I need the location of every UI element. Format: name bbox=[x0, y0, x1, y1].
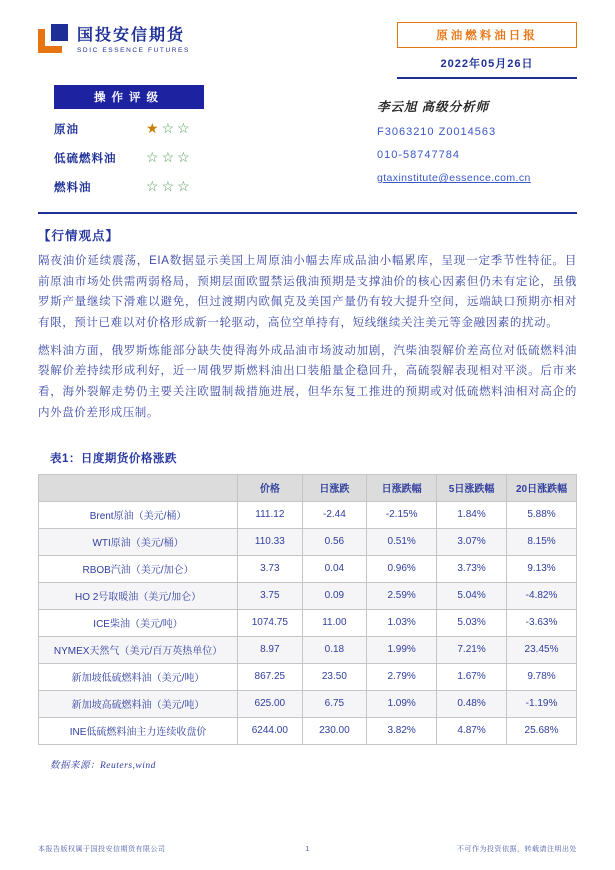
table-row-label: NYMEX天然气（美元/百万英热单位） bbox=[39, 636, 238, 663]
star-hollow-icon: ☆ bbox=[177, 149, 193, 165]
table-cell: 110.33 bbox=[238, 528, 303, 555]
rating-label: 燃料油 bbox=[54, 182, 92, 194]
table-cell: 1.03% bbox=[367, 609, 437, 636]
table-cell: 0.48% bbox=[437, 690, 507, 717]
table-cell: 3.07% bbox=[437, 528, 507, 555]
rating-panel bbox=[38, 85, 258, 196]
table-row bbox=[39, 555, 577, 582]
table-cell: 8.97 bbox=[238, 636, 303, 663]
table-header-cell: 日涨跌幅 bbox=[367, 474, 437, 501]
table-cell: 0.04 bbox=[302, 555, 367, 582]
analyst-panel bbox=[377, 85, 577, 196]
table-cell: 230.00 bbox=[302, 717, 367, 744]
table-cell: 0.09 bbox=[302, 582, 367, 609]
table-cell: 1.99% bbox=[367, 636, 437, 663]
table-row bbox=[39, 636, 577, 663]
page-footer bbox=[38, 844, 577, 854]
header-divider bbox=[38, 212, 577, 214]
table-cell: 3.82% bbox=[367, 717, 437, 744]
table-cell: -3.63% bbox=[507, 609, 577, 636]
company-name-en: SDIC ESSENCE FUTURES bbox=[77, 47, 190, 54]
table-cell: 0.18 bbox=[302, 636, 367, 663]
table-cell: 6244.00 bbox=[238, 717, 303, 744]
table-row bbox=[39, 717, 577, 744]
table-cell: -2.15% bbox=[367, 501, 437, 528]
table-cell: 9.78% bbox=[507, 663, 577, 690]
table-cell: 2.79% bbox=[367, 663, 437, 690]
table-cell: 23.50 bbox=[302, 663, 367, 690]
footer-page-number: 1 bbox=[305, 845, 310, 853]
analyst-phone: 010-58747784 bbox=[377, 149, 460, 161]
company-logo bbox=[38, 22, 190, 54]
price-table-title: 表1：日度期货价格涨跌 bbox=[50, 452, 177, 465]
table-cell: 111.12 bbox=[238, 501, 303, 528]
star-filled-icon: ★ bbox=[146, 120, 162, 136]
table-cell: 1074.75 bbox=[238, 609, 303, 636]
star-hollow-icon: ☆ bbox=[161, 178, 178, 194]
table-header-cell: 日涨跌 bbox=[302, 474, 367, 501]
table-header-row bbox=[39, 474, 577, 501]
table-cell: 0.96% bbox=[367, 555, 437, 582]
footer-disclaimer: 不可作为投资依据，转载请注明出处 bbox=[457, 846, 577, 853]
table-header-cell: 价格 bbox=[238, 474, 303, 501]
table-header-cell: 5日涨跌幅 bbox=[437, 474, 507, 501]
logo-blue-square-icon bbox=[51, 24, 68, 41]
table-cell: 1.84% bbox=[437, 501, 507, 528]
price-table bbox=[38, 474, 577, 745]
table-row-label: Brent原油（美元/桶） bbox=[39, 501, 238, 528]
footer-copyright: 本报告版权属于国投安信期货有限公司 bbox=[38, 846, 166, 853]
table-row-label: HO 2号取暖油（美元/加仑） bbox=[39, 582, 238, 609]
rating-stars bbox=[146, 149, 193, 167]
rating-row bbox=[54, 178, 258, 196]
table-cell: 8.15% bbox=[507, 528, 577, 555]
data-source-note: 数据来源：Reuters,wind bbox=[50, 760, 156, 771]
table-cell: 6.75 bbox=[302, 690, 367, 717]
viewpoint-section-title: 【行情观点】 bbox=[38, 229, 120, 243]
table-row-label: 新加坡低硫燃料油（美元/吨） bbox=[39, 663, 238, 690]
table-row bbox=[39, 690, 577, 717]
table-row bbox=[39, 582, 577, 609]
table-cell: 625.00 bbox=[238, 690, 303, 717]
analyst-name: 李云旭 高级分析师 bbox=[377, 100, 490, 114]
table-cell: 3.75 bbox=[238, 582, 303, 609]
viewpoint-paragraph: 隔夜油价延续震荡，EIA数据显示美国上周原油小幅去库成品油小幅累库，呈现一定季节性特征。目前原油市场处供需两弱格局，预期层面欧盟禁运俄油预期是支撑油价的核心因素但仍未有定论，虽俄罗斯产量继续下滑难以避免，但过渡期内欧佩克及美国产量仍有较大提升空间，远端缺口预期亦相对有限，预计已难以对价格形成新一轮驱动，高位空单持有，短线继续关注美元等金融因素的扰动。 bbox=[38, 255, 577, 330]
analyst-email-link[interactable]: gtaxinstitute@essence.com.cn bbox=[377, 172, 531, 184]
star-hollow-icon: ☆ bbox=[177, 120, 193, 136]
star-hollow-icon: ☆ bbox=[177, 178, 193, 194]
table-cell: 0.51% bbox=[367, 528, 437, 555]
report-title-block bbox=[397, 22, 577, 79]
table-cell: 0.56 bbox=[302, 528, 367, 555]
table-cell: -4.82% bbox=[507, 582, 577, 609]
table-cell: 5.03% bbox=[437, 609, 507, 636]
table-cell: 4.87% bbox=[437, 717, 507, 744]
rating-label: 低硫燃料油 bbox=[54, 153, 117, 165]
star-hollow-icon: ☆ bbox=[161, 120, 178, 136]
report-header bbox=[38, 22, 577, 79]
table-cell: 23.45% bbox=[507, 636, 577, 663]
table-cell: 867.25 bbox=[238, 663, 303, 690]
table-cell: 3.73% bbox=[437, 555, 507, 582]
table-cell: 5.88% bbox=[507, 501, 577, 528]
table-header-cell bbox=[39, 474, 238, 501]
report-date: 2022年05月26日 bbox=[397, 55, 577, 79]
table-row bbox=[39, 663, 577, 690]
table-row bbox=[39, 501, 577, 528]
company-name: 国投安信期货 bbox=[77, 27, 186, 44]
star-hollow-icon: ☆ bbox=[146, 149, 162, 165]
table-cell: 9.13% bbox=[507, 555, 577, 582]
viewpoint-paragraph: 燃料油方面，俄罗斯炼能部分缺失使得海外成品油市场波动加剧，汽柴油裂解价差高位对低硫燃料油裂解价差持续形成利好，近一周俄罗斯燃料油出口装船量企稳回升，高硫裂解表现相对平淡。后市来看，海外裂解走势仍主要关注欧盟制裁措施进展，但华东复工推进的预期或对低硫燃料油相对高企的内外盘价差形成压制。 bbox=[38, 344, 577, 419]
table-row-label: ICE柴油（美元/吨） bbox=[39, 609, 238, 636]
table-row-label: WTI原油（美元/桶） bbox=[39, 528, 238, 555]
rating-row bbox=[54, 120, 258, 138]
table-cell: 1.67% bbox=[437, 663, 507, 690]
rating-stars bbox=[146, 120, 193, 138]
info-row bbox=[38, 85, 577, 196]
company-logo-icon bbox=[38, 22, 70, 54]
table-row-label: 新加坡高硫燃料油（美元/吨） bbox=[39, 690, 238, 717]
star-hollow-icon: ☆ bbox=[146, 178, 162, 194]
rating-row bbox=[54, 149, 258, 167]
table-cell: 5.04% bbox=[437, 582, 507, 609]
table-row-label: RBOB汽油（美元/加仑） bbox=[39, 555, 238, 582]
rating-stars bbox=[146, 178, 193, 196]
table-cell: 1.09% bbox=[367, 690, 437, 717]
table-row bbox=[39, 528, 577, 555]
table-cell: 2.59% bbox=[367, 582, 437, 609]
table-cell: 11.00 bbox=[302, 609, 367, 636]
table-cell: 25.68% bbox=[507, 717, 577, 744]
table-cell: 3.73 bbox=[238, 555, 303, 582]
table-header-cell: 20日涨跌幅 bbox=[507, 474, 577, 501]
table-cell: -2.44 bbox=[302, 501, 367, 528]
company-name-block bbox=[77, 22, 190, 54]
table-row-label: INE低硫燃料油主力连续收盘价 bbox=[39, 717, 238, 744]
rating-panel-title: 操作评级 bbox=[54, 85, 204, 109]
star-hollow-icon: ☆ bbox=[161, 149, 178, 165]
viewpoint-body bbox=[38, 251, 577, 424]
table-row bbox=[39, 609, 577, 636]
analyst-cert: F3063210 Z0014563 bbox=[377, 126, 497, 138]
table-cell: -1.19% bbox=[507, 690, 577, 717]
rating-label: 原油 bbox=[54, 124, 79, 136]
table-cell: 7.21% bbox=[437, 636, 507, 663]
report-title: 原油燃料油日报 bbox=[397, 22, 577, 48]
rating-list bbox=[54, 120, 258, 196]
